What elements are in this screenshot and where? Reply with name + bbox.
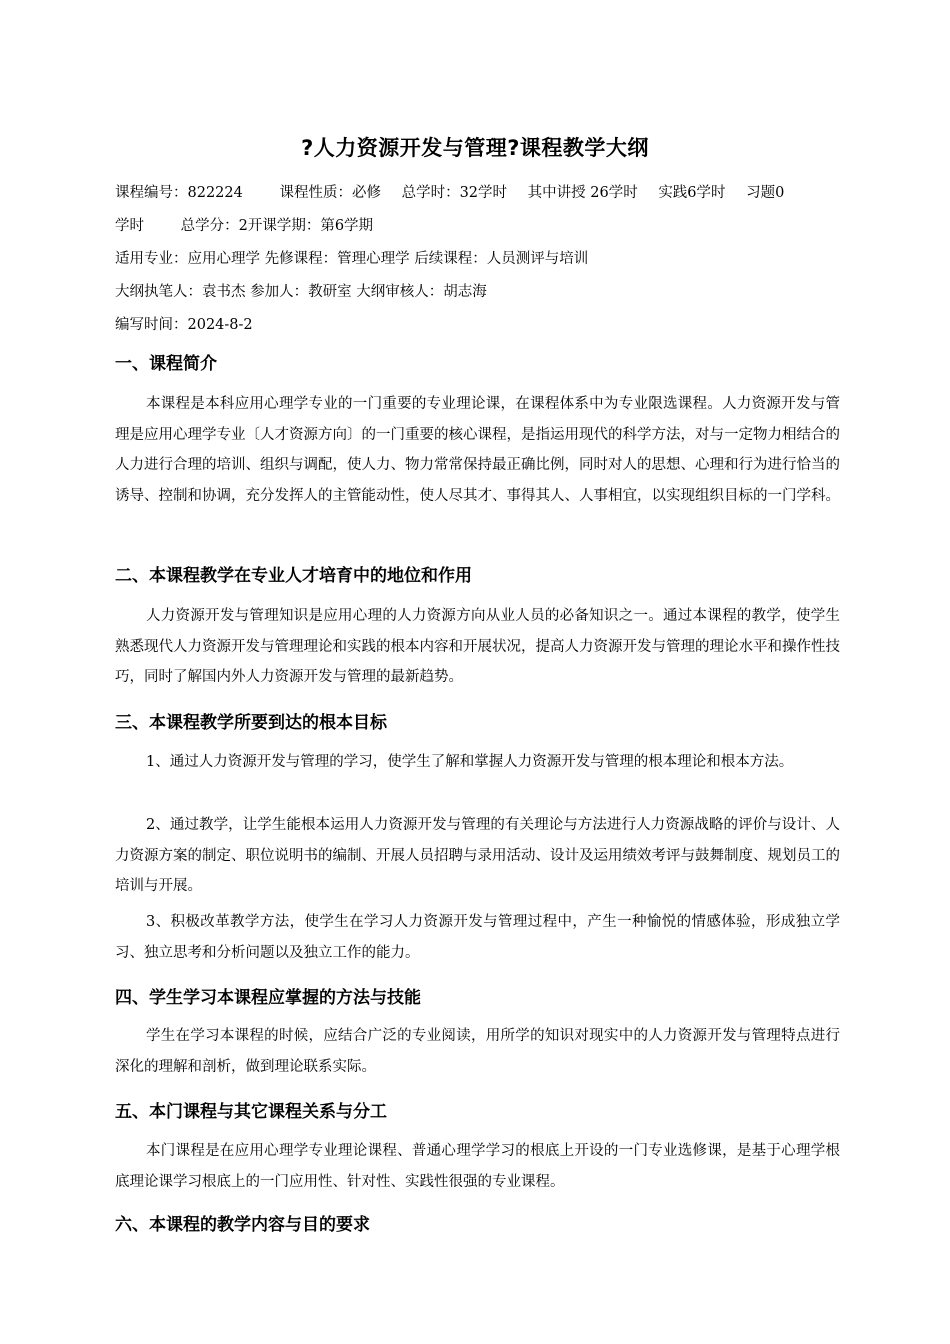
exercise-hours-unit: 学时 <box>115 218 144 234</box>
section-3-paragraph-3: 3、积极改革教学方法，使学生在学习人力资源开发与管理过程中，产生一种愉悦的情感体验，形成独立学习、独立思考和分析问题以及独立工作的能力。 <box>115 914 840 961</box>
section-3-paragraph-2: 2、通过教学，让学生能根本运用人力资源开发与管理的有关理论与方法进行人力资源战略的评价与设计、人力资源方案的制定、职位说明书的编制、开展人员招聘与录用活动、设计及运用绩效考评与鼓舞制度、规划员工的培训与开展。 <box>115 817 840 894</box>
course-nature: 课程性质：必修 <box>279 185 381 201</box>
exercise-hours: 习题0 <box>746 185 785 201</box>
section-2-heading: 二、本课程教学在专业人才培育中的地位和作用 <box>115 566 472 586</box>
section-1-heading: 一、课程简介 <box>115 354 217 374</box>
meta-line-5: 编写时间：2024-8-2 <box>115 317 253 333</box>
section-6-heading: 六、本课程的教学内容与目的要求 <box>115 1215 370 1235</box>
section-3-heading: 三、本课程教学所要到达的根本目标 <box>115 713 387 733</box>
section-4-paragraph: 学生在学习本课程的时候，应结合广泛的专业阅读，用所学的知识对现实中的人力资源开发与管理特点进行深化的理解和剖析，做到理论联系实际。 <box>115 1028 840 1075</box>
total-hours: 总学时：32学时 <box>401 185 508 201</box>
meta-line-3: 适用专业：应用心理学 先修课程：管理心理学 后续课程：人员测评与培训 <box>115 251 589 267</box>
course-meta <box>115 177 840 342</box>
section-2-paragraph: 人力资源开发与管理知识是应用心理的人力资源方向从业人员的必备知识之一。通过本课程的教学，使学生熟悉现代人力资源开发与管理理论和实践的根本内容和开展状况，提高人力资源开发与管理的理论水平和操作性技巧，同时了解国内外人力资源开发与管理的最新趋势。 <box>115 608 840 685</box>
credits-semester: 总学分：2开课学期：第6学期 <box>180 218 374 234</box>
section-3-paragraph-1: 1、通过人力资源开发与管理的学习，使学生了解和掌握人力资源开发与管理的根本理论和根本方法。 <box>146 754 794 770</box>
course-code: 课程编号：822224 <box>115 185 243 201</box>
section-1-paragraph: 本课程是本科应用心理学专业的一门重要的专业理论课，在课程体系中为专业限选课程。人力资源开发与管理是应用心理学专业〔人才资源方向〕的一门重要的核心课程，是指运用现代的科学方法，对与一定物力相结合的人力进行合理的培训、组织与调配，使人力、物力常常保持最正确比例，同时对人的思想、心理和行为进行恰当的诱导、控制和协调，充分发挥人的主管能动性，使人尽其才、事得其人、人事相宜，以实现组织目标的一门学科。 <box>115 396 840 504</box>
section-5-heading: 五、本门课程与其它课程关系与分工 <box>115 1102 387 1122</box>
practice-hours: 实践6学时 <box>658 185 726 201</box>
lecture-hours: 其中讲授 26学时 <box>527 185 638 201</box>
meta-line-1 <box>115 177 840 210</box>
document-title: ?人力资源开发与管理?课程教学大纲 <box>301 136 649 160</box>
section-5-paragraph: 本门课程是在应用心理学专业理论课程、普通心理学学习的根底上开设的一门专业选修课，是基于心理学根底理论课学习根底上的一门应用性、针对性、实践性很强的专业课程。 <box>115 1143 840 1190</box>
meta-line-4: 大纲执笔人：袁书杰 参加人：教研室 大纲审核人：胡志海 <box>115 284 487 300</box>
section-4-heading: 四、学生学习本课程应掌握的方法与技能 <box>115 988 421 1008</box>
meta-line-2 <box>115 210 840 243</box>
